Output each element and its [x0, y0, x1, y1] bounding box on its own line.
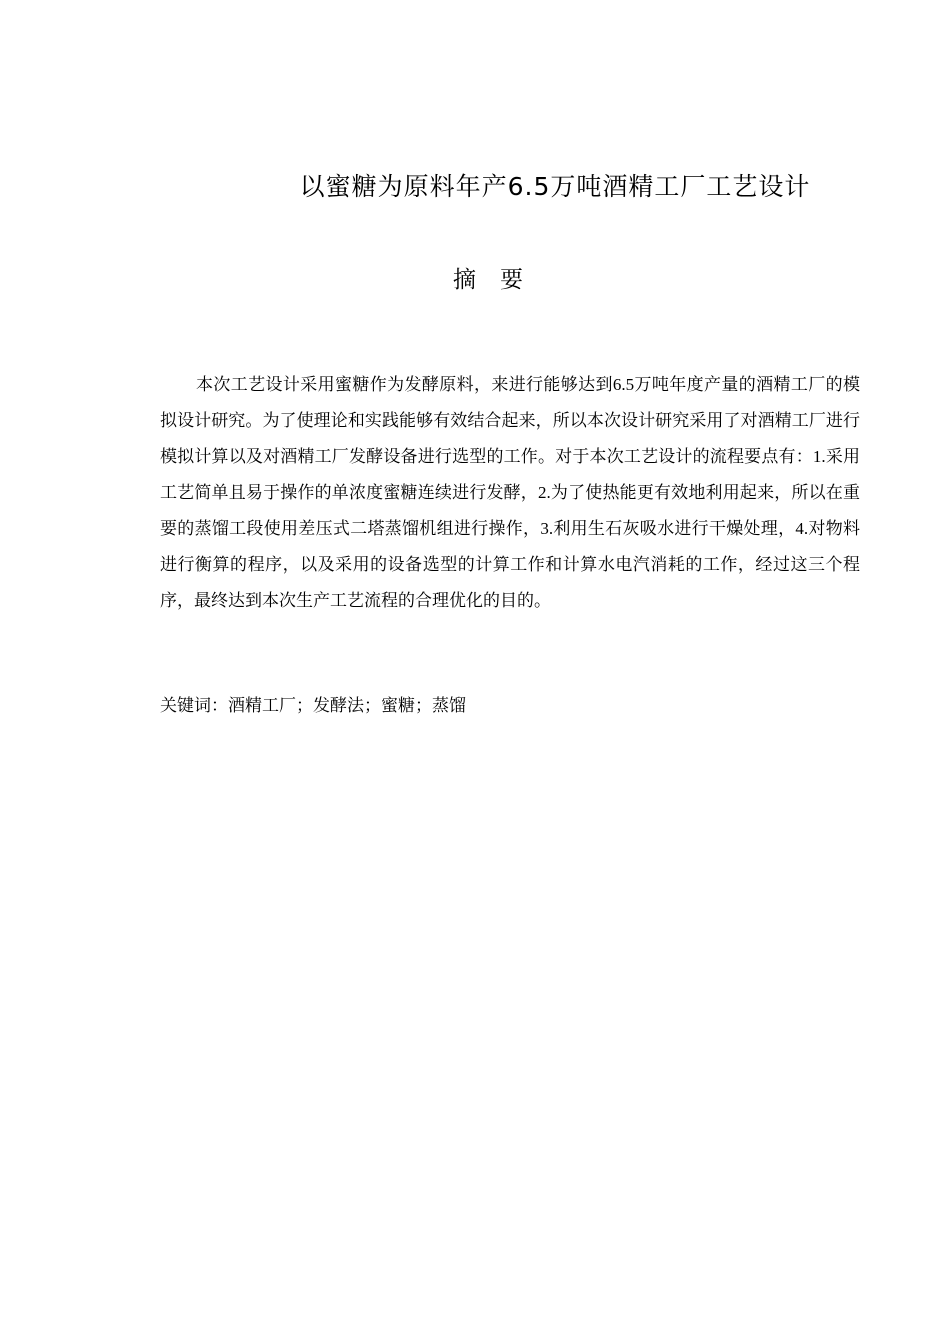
abstract-paragraph: 本次工艺设计采用蜜糖作为发酵原料，来进行能够达到6.5万吨年度产量的酒精工厂的模拟设计研究。为了使理论和实践能够有效结合起来，所以本次设计研究采用了对酒精工厂进行模拟计算以及对酒精工厂发酵设备进行选型的工作。对于本次工艺设计的流程要点有：1.采用工艺简单且易于操作的单浓度蜜糖连续进行发酵，2.为了使热能更有效地利用起来，所以在重要的蒸馏工段使用差压式二塔蒸馏机组进行操作，3.利用生石灰吸水进行干燥处理，4.对物料进行衡算的程序，以及采用的设备选型的计算工作和计算水电汽消耗的工作，经过这三个程序，最终达到本次生产工艺流程的合理优化的目的。	[160, 375, 860, 610]
document-title: 以蜜糖为原料年产6.5万吨酒精工厂工艺设计	[299, 172, 811, 201]
keywords-line: 关键词：酒精工厂；发酵法；蜜糖；蒸馏	[160, 696, 466, 715]
abstract-heading: 摘要	[453, 267, 547, 293]
